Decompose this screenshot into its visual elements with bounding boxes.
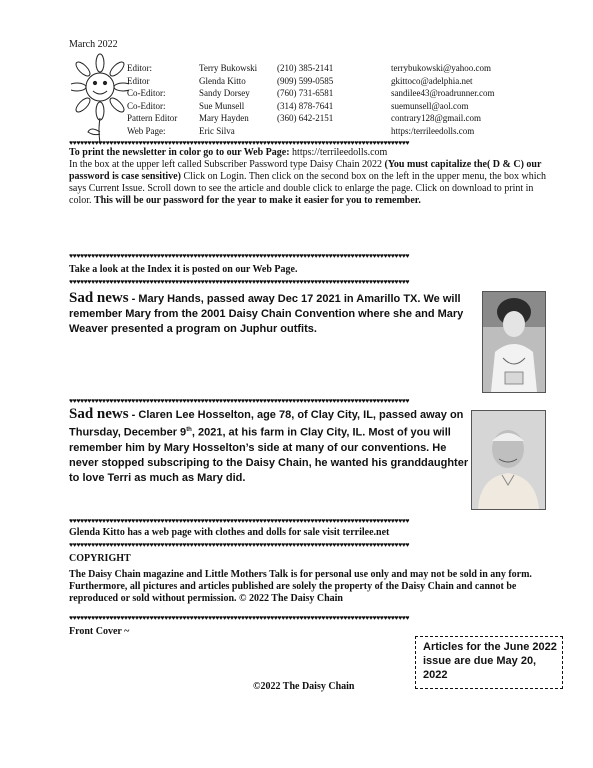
staff-row xyxy=(127,87,527,100)
staff-role: Co-Editor: xyxy=(127,88,166,99)
footer-copyright: ©2022 The Daisy Chain xyxy=(253,681,355,692)
staff-role: Editor xyxy=(127,75,150,86)
staff-email[interactable]: sandilee43@roadrunner.com xyxy=(391,88,495,99)
front-cover-label: Front Cover ~ xyxy=(69,626,130,637)
heart-divider: ♥♥♥♥♥♥♥♥♥♥♥♥♥♥♥♥♥♥♥♥♥♥♥♥♥♥♥♥♥♥♥♥♥♥♥♥♥♥♥♥♥♥♥♥♥♥♥♥♥♥♥♥♥♥♥♥♥♥♥♥♥♥♥♥♥♥♥♥♥♥♥♥♥♥♥♥♥♥♥♥♥♥♥♥♥♥♥♥♥♥♥♥♥ xyxy=(69,615,410,621)
heart-divider: ♥♥♥♥♥♥♥♥♥♥♥♥♥♥♥♥♥♥♥♥♥♥♥♥♥♥♥♥♥♥♥♥♥♥♥♥♥♥♥♥♥♥♥♥♥♥♥♥♥♥♥♥♥♥♥♥♥♥♥♥♥♥♥♥♥♥♥♥♥♥♥♥♥♥♥♥♥♥♥♥♥♥♥♥♥♥♥♥♥♥♥♥♥ xyxy=(69,140,410,146)
staff-name: Glenda Kitto xyxy=(199,75,246,86)
staff-row xyxy=(127,125,527,138)
staff-phone: (314) 878-7641 xyxy=(277,100,334,111)
staff-name: Sandy Dorsey xyxy=(199,88,250,99)
staff-phone: (760) 731-6581 xyxy=(277,88,334,99)
staff-phone: (360) 642-2151 xyxy=(277,113,334,124)
sad-news-claren-hosselton xyxy=(69,407,469,486)
password-note: (You must capitalize the( D & C) our password is case sensitive) xyxy=(69,159,542,182)
staff-role: Pattern Editor xyxy=(127,113,178,124)
staff-role: Co-Editor: xyxy=(127,100,166,111)
staff-role: Editor: xyxy=(127,63,152,74)
staff-name: Mary Hayden xyxy=(199,113,249,124)
staff-row xyxy=(127,62,527,75)
articles-deadline-box: Articles for the June 2022 issue are due May 20, 2022 xyxy=(415,636,563,689)
heart-divider: ♥♥♥♥♥♥♥♥♥♥♥♥♥♥♥♥♥♥♥♥♥♥♥♥♥♥♥♥♥♥♥♥♥♥♥♥♥♥♥♥♥♥♥♥♥♥♥♥♥♥♥♥♥♥♥♥♥♥♥♥♥♥♥♥♥♥♥♥♥♥♥♥♥♥♥♥♥♥♥♥♥♥♥♥♥♥♥♥♥♥♥♥♥ xyxy=(69,398,410,404)
staff-name: Terry Bukowski xyxy=(199,63,258,74)
web-page-url[interactable]: https://terrileedolls.com xyxy=(289,147,388,158)
sad-news-text-cont: , 2021, at his farm in Clay City, IL. Most of you will remember him by Mary Hosselton’s side at many of our conventions. He never stopped subscriping to the Daisy Chain, he wanted his granddaughter to love Terri as much as Mary did. xyxy=(69,426,469,484)
print-heading: To print the newsletter in color go to our Web Page: xyxy=(69,147,290,158)
sad-news-heading: Sad news xyxy=(69,290,129,306)
print-text-2: Click on Login. Then click on the second box on the left in the upper menu, the box which says Current Issue. Scroll down to see the article and double click to enlarge the page. Click on download to print in color. xyxy=(69,171,546,206)
staff-row xyxy=(127,112,527,125)
index-note: Take a look at the Index it is posted on our Web Page. xyxy=(69,264,298,275)
staff-email[interactable]: gkittoco@adelphia.net xyxy=(391,75,473,86)
glenda-note: Glenda Kitto has a web page with clothes and dolls for sale visit terrilee.net xyxy=(69,527,390,538)
copyright-heading: COPYRIGHT xyxy=(69,553,131,564)
staff-name: Sue Munsell xyxy=(199,100,245,111)
ordinal-suffix: th xyxy=(186,427,192,433)
heart-divider: ♥♥♥♥♥♥♥♥♥♥♥♥♥♥♥♥♥♥♥♥♥♥♥♥♥♥♥♥♥♥♥♥♥♥♥♥♥♥♥♥♥♥♥♥♥♥♥♥♥♥♥♥♥♥♥♥♥♥♥♥♥♥♥♥♥♥♥♥♥♥♥♥♥♥♥♥♥♥♥♥♥♥♥♥♥♥♥♥♥♥♥♥♥ xyxy=(69,253,410,259)
staff-email[interactable]: suemunsell@aol.com xyxy=(391,100,469,111)
print-text-1: In the box at the upper left called Subscriber Password type Daisy Chain 2022 xyxy=(69,159,385,170)
sad-news-mary-hands xyxy=(69,291,469,337)
staff-phone: (210) 385-2141 xyxy=(277,63,334,74)
sad-news-heading: Sad news xyxy=(69,406,129,422)
claren-hosselton-photo xyxy=(471,410,546,510)
sad-news-text: - Mary Hands, passed away Dec 17 2021 in Amarillo TX. We will remember Mary from the 2001 Daisy Chain Convention where she and Mary Weaver presented a program on Juphur outfits. xyxy=(69,293,464,335)
sad-news-text: - Claren Lee Hosselton, age 78, of Clay City, IL, passed away on Thursday, December 9 xyxy=(69,409,464,439)
staff-email[interactable]: contrary128@gmail.com xyxy=(391,113,482,124)
heart-divider: ♥♥♥♥♥♥♥♥♥♥♥♥♥♥♥♥♥♥♥♥♥♥♥♥♥♥♥♥♥♥♥♥♥♥♥♥♥♥♥♥♥♥♥♥♥♥♥♥♥♥♥♥♥♥♥♥♥♥♥♥♥♥♥♥♥♥♥♥♥♥♥♥♥♥♥♥♥♥♥♥♥♥♥♥♥♥♥♥♥♥♥♥♥ xyxy=(69,279,410,285)
staff-list xyxy=(127,62,527,137)
daisy-logo-icon xyxy=(71,52,129,144)
web-page-link[interactable]: https:/terrileedolls.com xyxy=(391,125,475,136)
copyright-text: The Daisy Chain magazine and Little Mothers Talk is for personal use only and may not be sold in any form. Furthermore, all pictures and articles published are solely the property of the Daisy Chain and cannot be reproduced or sold without permission. © 2022 The Daisy Chain xyxy=(69,569,532,604)
staff-email[interactable]: terrybukowski@yahoo.com xyxy=(391,63,492,74)
password-year-note: This will be our password for the year to make it easier for you to remember. xyxy=(94,195,421,206)
heart-divider: ♥♥♥♥♥♥♥♥♥♥♥♥♥♥♥♥♥♥♥♥♥♥♥♥♥♥♥♥♥♥♥♥♥♥♥♥♥♥♥♥♥♥♥♥♥♥♥♥♥♥♥♥♥♥♥♥♥♥♥♥♥♥♥♥♥♥♥♥♥♥♥♥♥♥♥♥♥♥♥♥♥♥♥♥♥♥♥♥♥♥♥♥♥ xyxy=(69,542,410,548)
issue-date: March 2022 xyxy=(69,39,118,50)
staff-name: Eric Silva xyxy=(199,125,235,136)
mary-hands-photo xyxy=(482,291,546,393)
staff-phone: (909) 599-0585 xyxy=(277,75,334,86)
staff-row xyxy=(127,75,527,88)
print-instructions xyxy=(69,147,551,207)
heart-divider: ♥♥♥♥♥♥♥♥♥♥♥♥♥♥♥♥♥♥♥♥♥♥♥♥♥♥♥♥♥♥♥♥♥♥♥♥♥♥♥♥♥♥♥♥♥♥♥♥♥♥♥♥♥♥♥♥♥♥♥♥♥♥♥♥♥♥♥♥♥♥♥♥♥♥♥♥♥♥♥♥♥♥♥♥♥♥♥♥♥♥♥♥♥ xyxy=(69,518,410,524)
staff-role: Web Page: xyxy=(127,125,166,136)
staff-row xyxy=(127,100,527,113)
